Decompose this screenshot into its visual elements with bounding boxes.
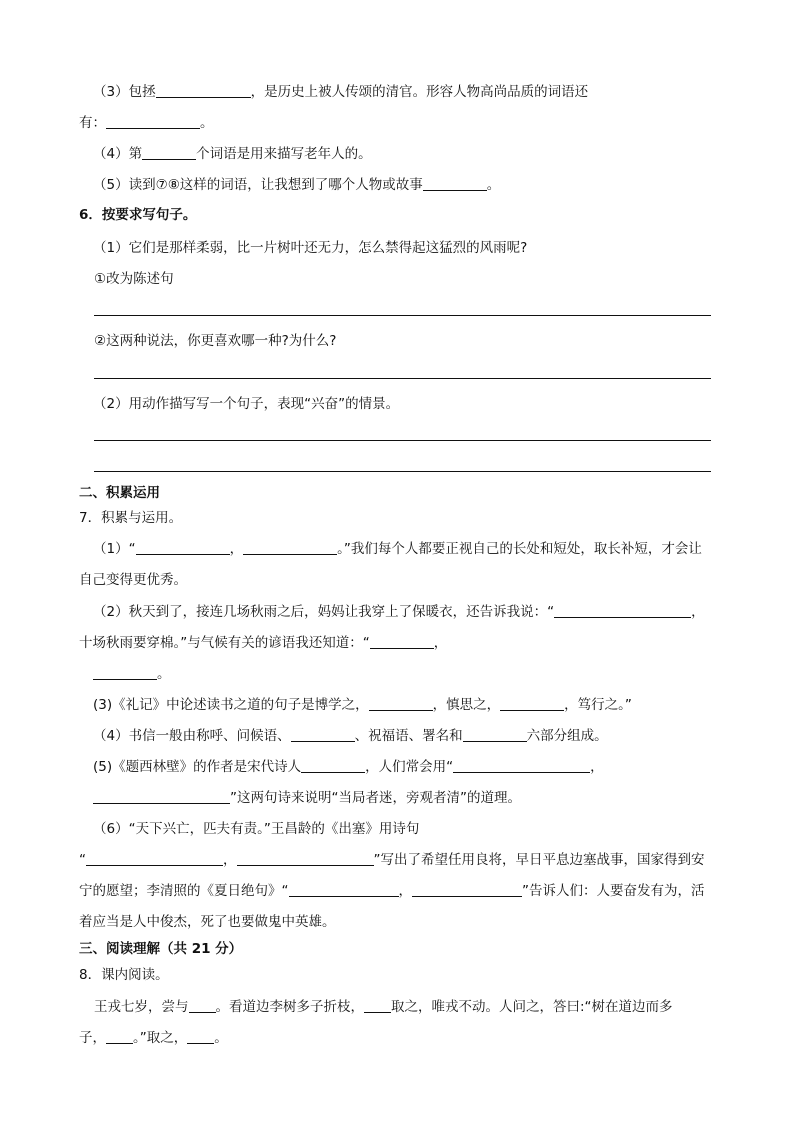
q7-item-2: （2）秋天到了，接连几场秋雨之后，妈妈让我穿上了保暖衣，还告诉我说：“ ，: [93, 604, 705, 620]
answer-blank[interactable]: [369, 696, 433, 711]
q7-item-3: (3)《礼记》中论述读书之道的句子是博学之， ，慎思之， ，笃行之。”: [93, 697, 632, 713]
q7-item-1-cont: 自己变得更优秀。: [79, 572, 187, 588]
answer-blank[interactable]: [554, 603, 691, 618]
answer-blank[interactable]: [463, 727, 527, 742]
answer-blank[interactable]: [86, 851, 223, 866]
q7-item-6-cont3: 着应当是人中俊杰，死了也要做鬼中英雄。: [79, 914, 336, 930]
q7-item-1: （1）“ ， 。”我们每个人都要正视自己的长处和短处，取长补短，才会让: [93, 541, 702, 557]
answer-blank[interactable]: [370, 634, 434, 649]
q7-item-6-cont2: 宁的愿望；李清照的《夏日绝句》“ ， ”告诉人们：人要奋发有为，活: [79, 883, 705, 899]
q7-title: 7．积累与运用。: [79, 510, 183, 526]
q5-item-3-cont: 有： 。: [79, 115, 214, 131]
q7-item-2-cont: 十场秋雨要穿棉。”与气候有关的谚语我还知道：“ ，: [79, 635, 448, 651]
q6-task-2: （2）用动作描写写一个句子，表现“兴奋”的情景。: [93, 396, 400, 412]
answer-blank[interactable]: [187, 1029, 214, 1044]
answer-blank[interactable]: [156, 83, 251, 98]
answer-line[interactable]: [94, 440, 711, 441]
q7-item-6-cont: “ ， ”写出了希望任用良将，早日平息边塞战事，国家得到安: [79, 852, 705, 868]
q6-task-1a: ①改为陈述句: [94, 271, 174, 287]
q7-item-2-cont2: 。: [93, 664, 171, 684]
q7-item-5-cont: ”这两句诗来说明“当局者迷，旁观者清”的道理。: [93, 788, 521, 808]
q7-item-5: (5)《题西林壁》的作者是宋代诗人 ，人们常会用“ ，: [93, 759, 604, 775]
q8-passage-line-2: 子， 。”取之， 。: [79, 1030, 228, 1046]
answer-blank[interactable]: [289, 882, 399, 897]
q5-item-3: （3）包拯 ，是历史上被人传颂的清官。形容人物高尚品质的词语还: [93, 84, 589, 100]
answer-line[interactable]: [94, 315, 711, 316]
q8-passage-line-1: 王戎七岁，尝与 。看道边李树多子折枝， 取之，唯戎不动。人问之，答曰:“树在道边而多: [94, 999, 673, 1015]
q6-sentence-1: （1）它们是那样柔弱，比一片树叶还无力，怎么禁得起这猛烈的风雨呢?: [93, 240, 528, 256]
answer-blank[interactable]: [423, 176, 487, 191]
q5-item-5: （5）读到⑦⑧这样的词语，让我想到了哪个人物或故事 。: [93, 177, 501, 193]
answer-blank[interactable]: [243, 540, 337, 555]
answer-blank[interactable]: [500, 696, 564, 711]
q7-item-4: （4）书信一般由称呼、问候语、 、祝福语、署名和 六部分组成。: [93, 728, 608, 744]
section-3-heading: 三、阅读理解（共 21 分）: [79, 941, 243, 957]
answer-blank[interactable]: [237, 851, 374, 866]
answer-blank[interactable]: [189, 998, 216, 1013]
answer-blank[interactable]: [93, 665, 157, 680]
answer-blank[interactable]: [291, 727, 355, 742]
answer-blank[interactable]: [106, 1029, 133, 1044]
q8-title: 8．课内阅读。: [79, 967, 169, 983]
answer-blank[interactable]: [301, 758, 365, 773]
answer-blank[interactable]: [106, 114, 200, 129]
answer-blank[interactable]: [136, 540, 230, 555]
answer-line[interactable]: [94, 378, 711, 379]
q5-item-4: （4）第 个词语是用来描写老年人的。: [93, 146, 372, 162]
q6-task-1b: ②这两种说法，你更喜欢哪一种?为什么?: [94, 333, 337, 349]
answer-blank[interactable]: [364, 998, 391, 1013]
answer-blank[interactable]: [453, 758, 590, 773]
q6-title: 6．按要求写句子。: [79, 207, 197, 223]
q7-item-6: （6）“天下兴亡，匹夫有责。”王昌龄的《出塞》用诗句: [93, 821, 420, 837]
answer-line[interactable]: [94, 471, 711, 472]
answer-blank[interactable]: [412, 882, 522, 897]
section-2-heading: 二、积累运用: [79, 485, 160, 501]
answer-blank[interactable]: [93, 789, 230, 804]
answer-blank[interactable]: [142, 145, 196, 160]
